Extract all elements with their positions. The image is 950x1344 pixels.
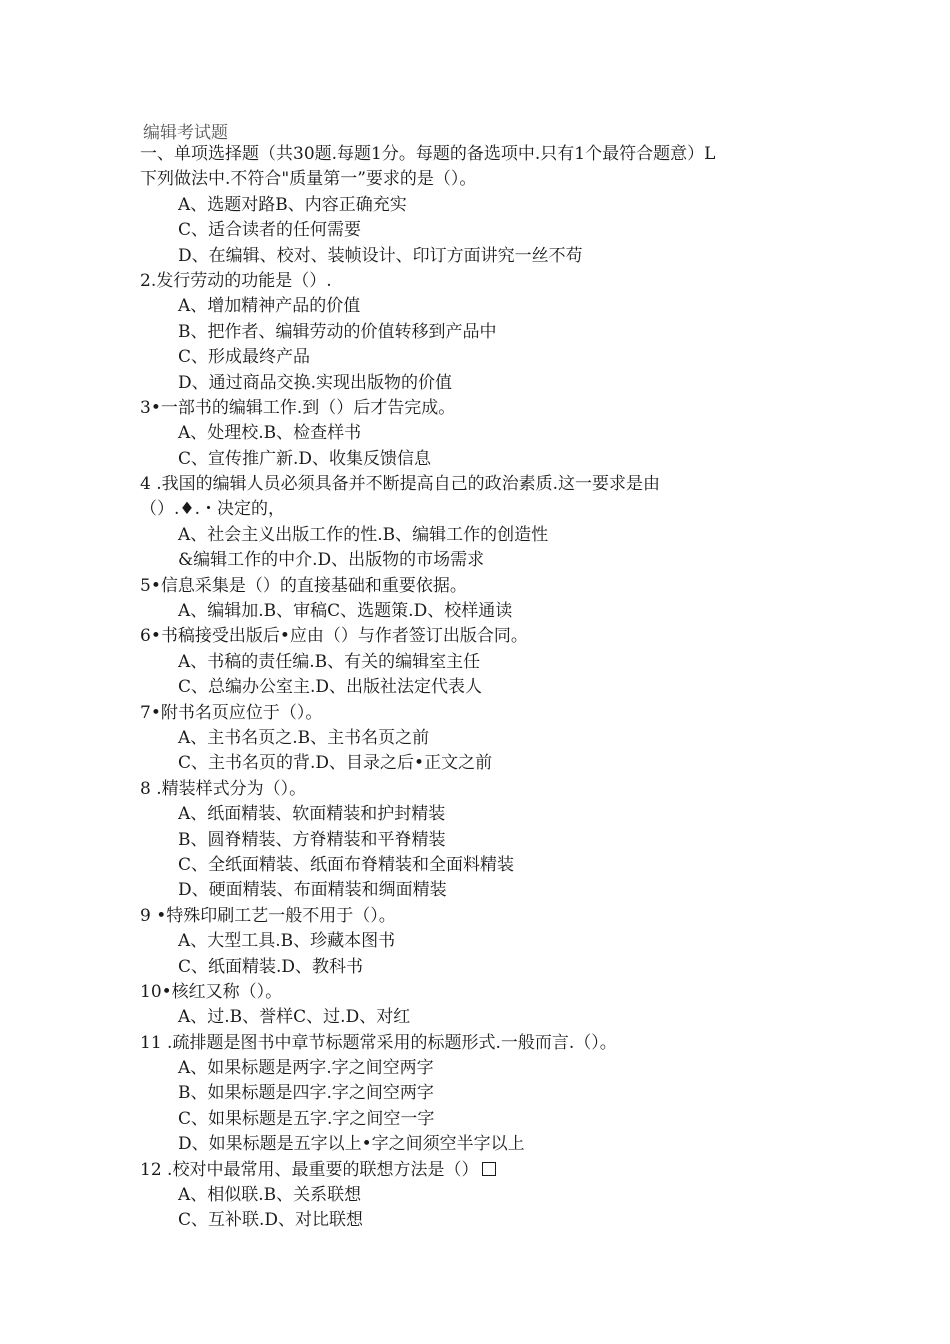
- line-text: 6•书稿接受出版后•应由（）与作者签订出版合同。: [140, 626, 528, 647]
- line-text: 2.发行劳动的功能是（）.: [140, 270, 332, 291]
- answer-option: [0, 447, 950, 472]
- line-text: 4 .我国的编辑人员必须具备并不断提高自己的政治素质.这一要求是由: [140, 474, 661, 495]
- line-text: A、纸面精装、软面精装和护封精装: [178, 804, 446, 825]
- answer-option: [0, 1081, 950, 1106]
- line-text: C、全纸面精装、纸面布脊精装和全面料精装: [178, 854, 515, 875]
- answer-option: [0, 929, 950, 954]
- line-text: C、适合读者的任何需要: [178, 220, 362, 241]
- answer-option: [0, 371, 950, 396]
- answer-option: [0, 675, 950, 700]
- question-stem: [0, 701, 950, 726]
- answer-option: [0, 726, 950, 751]
- line-text: A、如果标题是两字.字之间空两字: [178, 1058, 434, 1079]
- answer-option: [0, 828, 950, 853]
- question-list: [0, 142, 950, 1234]
- line-text: 10•核红又称（）。: [140, 981, 283, 1002]
- line-text: A、编辑加.B、审稿C、选题策.D、校样通读: [178, 601, 513, 622]
- question-stem: [0, 624, 950, 649]
- line-text: &编辑工作的中介.D、出版物的市场需求: [178, 550, 485, 571]
- line-text: A、社会主义出版工作的性.B、编辑工作的创造性: [178, 524, 549, 545]
- answer-option: [0, 421, 950, 446]
- answer-option: [0, 650, 950, 675]
- line-text: B、如果标题是四字.字之间空两字: [178, 1083, 434, 1104]
- line-text: 9 •特殊印刷工艺一般不用于（）。: [140, 905, 396, 926]
- line-text: C、主书名页的背.D、目录之后•正文之前: [178, 753, 493, 774]
- question-stem: [0, 269, 950, 294]
- answer-option: [0, 320, 950, 345]
- answer-option: [0, 244, 950, 269]
- answer-option: [0, 345, 950, 370]
- question-stem: [0, 396, 950, 421]
- line-text: 8 .精装样式分为（）。: [140, 778, 307, 799]
- line-text: D、如果标题是五字以上•字之间须空半字以上: [178, 1134, 525, 1155]
- line-text: D、硬面精装、布面精装和绸面精装: [178, 880, 447, 901]
- line-text: B、圆脊精装、方脊精装和平脊精装: [178, 829, 446, 850]
- question-continuation: [0, 497, 950, 522]
- checkbox-square-icon: [482, 1162, 496, 1176]
- answer-option: [0, 1208, 950, 1233]
- line-text: （）.♦.・决定的，: [140, 499, 286, 520]
- answer-option: [0, 1107, 950, 1132]
- line-text: B、把作者、编辑劳动的价值转移到产品中: [178, 321, 497, 342]
- answer-option: [0, 1183, 950, 1208]
- line-text: 12 .校对中最常用、最重要的联想方法是（）: [140, 1159, 479, 1180]
- line-text: 7•附书名页应位于（）。: [140, 702, 323, 723]
- line-text: D、在编辑、校对、装帧设计、印订方面讲究一丝不苟: [178, 245, 583, 266]
- line-text: 下列做法中.不符合"质量第一”要求的是（）。: [140, 169, 477, 190]
- question-stem: [0, 1158, 950, 1183]
- question-continuation: [0, 167, 950, 192]
- answer-option: [0, 853, 950, 878]
- line-text: 3•一部书的编辑工作.到（）后才告完成。: [140, 397, 456, 418]
- answer-option: [0, 955, 950, 980]
- line-text: D、通过商品交换.实现出版物的价值: [178, 372, 453, 393]
- answer-option: [0, 548, 950, 573]
- question-stem: [0, 777, 950, 802]
- line-text: C、总编办公室主.D、出版社法定代表人: [178, 677, 483, 698]
- question-stem: [0, 472, 950, 497]
- line-text: A、大型工具.B、珍藏本图书: [178, 931, 396, 952]
- line-text: A、主书名页之.B、主书名页之前: [178, 727, 430, 748]
- question-stem: [0, 904, 950, 929]
- answer-option: [0, 1005, 950, 1030]
- answer-option: [0, 751, 950, 776]
- answer-option: [0, 1056, 950, 1081]
- question-stem: [0, 574, 950, 599]
- answer-option: [0, 802, 950, 827]
- line-text: C、宣传推广新.D、收集反馈信息: [178, 448, 432, 469]
- line-text: 11 .疏排题是图书中章节标题常采用的标题形式.一般而言.（）。: [140, 1032, 617, 1053]
- answer-option: [0, 878, 950, 903]
- question-stem: [0, 142, 950, 167]
- document-title: 编辑考试题: [143, 123, 228, 143]
- answer-option: [0, 294, 950, 319]
- line-text: A、处理校.B、检查样书: [178, 423, 362, 444]
- line-text: C、互补联.D、对比联想: [178, 1210, 364, 1231]
- line-text: 5•信息采集是（）的直接基础和重要依据。: [140, 575, 467, 596]
- line-text: 一、单项选择题（共30题.每题1分。每题的备选项中.只有1个最符合题意）L: [140, 144, 716, 164]
- line-text: C、纸面精装.D、教科书: [178, 956, 364, 977]
- answer-option: [0, 599, 950, 624]
- line-text: A、选题对路B、内容正确充实: [178, 194, 407, 215]
- question-stem: [0, 980, 950, 1005]
- line-text: A、相似联.B、关系联想: [178, 1185, 362, 1206]
- line-text: C、形成最终产品: [178, 347, 311, 368]
- answer-option: [0, 193, 950, 218]
- line-text: A、增加精神产品的价值: [178, 296, 361, 317]
- answer-option: [0, 1132, 950, 1157]
- line-text: A、过.B、誉样C、过.D、对红: [178, 1007, 411, 1028]
- answer-option: [0, 218, 950, 243]
- line-text: A、书稿的责任编.B、有关的编辑室主任: [178, 651, 481, 672]
- line-text: C、如果标题是五字.字之间空一字: [178, 1108, 435, 1129]
- answer-option: [0, 523, 950, 548]
- question-stem: [0, 1031, 950, 1056]
